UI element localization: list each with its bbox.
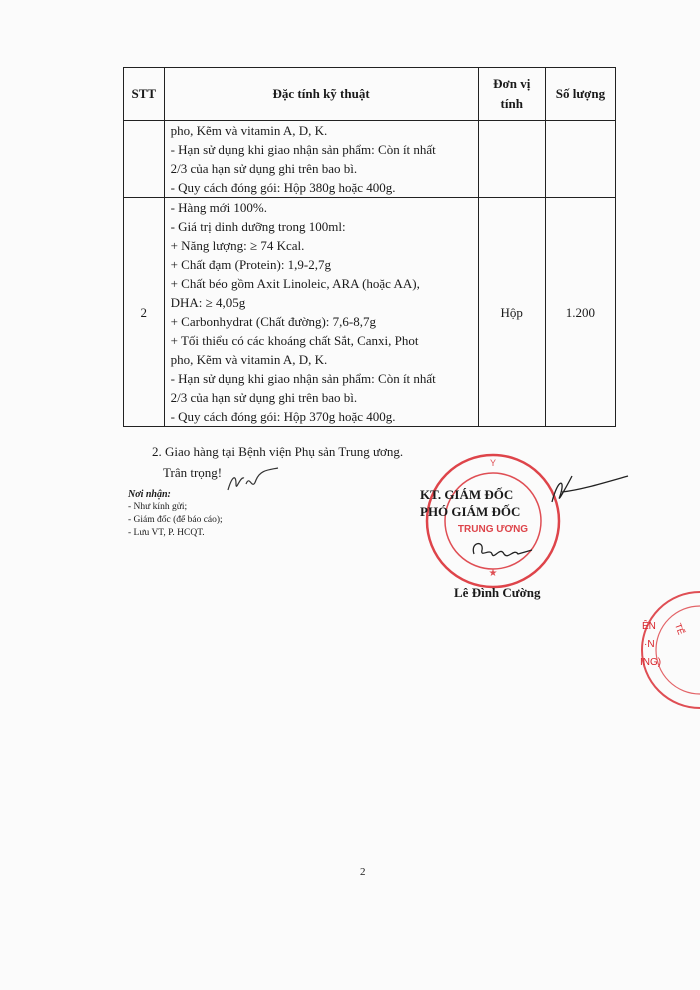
handwritten-signature xyxy=(466,536,536,566)
spec-line: - Hạn sử dụng khi giao nhận sản phẩm: Còn ít nhất xyxy=(170,371,436,386)
spec-line: + Carbonhydrat (Chất đường): 7,6-8,7g xyxy=(170,314,376,329)
spec-table xyxy=(123,67,616,427)
spec-line: - Giá trị dinh dưỡng trong 100ml: xyxy=(170,219,346,234)
stamp-text: TRUNG ƯƠNG xyxy=(457,524,529,535)
initials-signature xyxy=(224,466,284,496)
cell-unit-empty xyxy=(478,121,545,198)
cell-stt: 2 xyxy=(124,198,165,427)
svg-text:★: ★ xyxy=(488,568,498,579)
signature-flourish xyxy=(540,472,630,512)
table-row-item-2 xyxy=(124,198,616,427)
spec-line: 2/3 của hạn sử dụng ghi trên bao bì. xyxy=(170,161,358,176)
cell-spec xyxy=(164,198,478,427)
partial-stamp-fragment: TẾ xyxy=(672,621,687,637)
spec-line: 2/3 của hạn sử dụng ghi trên bao bì. xyxy=(170,390,358,405)
spec-line: - Quy cách đóng gói: Hộp 380g hoặc 400g. xyxy=(170,180,396,195)
table-row-continuation xyxy=(124,121,616,198)
cell-unit: Hộp xyxy=(478,198,545,427)
official-stamp xyxy=(418,446,568,596)
recipients-block xyxy=(128,488,223,540)
spec-line: + Năng lượng: ≥ 74 Kcal. xyxy=(170,238,305,253)
spec-line: - Hạn sử dụng khi giao nhận sản phẩm: Còn ít nhất xyxy=(170,142,436,157)
cell-qty-empty xyxy=(545,121,615,198)
table-header-row xyxy=(124,68,616,121)
cell-spec-continuation xyxy=(164,121,478,198)
header-stt: STT xyxy=(124,68,165,121)
spec-line: + Tối thiểu có các khoáng chất Sắt, Canxi, Phot xyxy=(170,333,419,348)
delivery-note: 2. Giao hàng tại Bệnh viện Phụ sản Trung ương. xyxy=(152,444,404,459)
partial-stamp-fragment: ÊN xyxy=(642,621,656,632)
recipient-item: - Như kính gửi; xyxy=(128,502,188,512)
signature-title-1: KT. GIÁM ĐỐC xyxy=(420,487,514,502)
signature-title-2: PHÓ GIÁM ĐỐC xyxy=(420,504,521,519)
page-number: 2 xyxy=(360,866,366,878)
spec-line: + Chất béo gồm Axit Linoleic, ARA (hoặc AA), xyxy=(170,276,420,291)
signer-name: Lê Đình Cường xyxy=(454,585,541,600)
header-unit: Đơn vị tính xyxy=(478,68,545,121)
spec-line: + Chất đạm (Protein): 1,9-2,7g xyxy=(170,257,332,272)
spec-line: - Quy cách đóng gói: Hộp 370g hoặc 400g. xyxy=(170,409,396,424)
header-qty: Số lượng xyxy=(545,68,615,121)
recipient-item: - Giám đốc (để báo cáo); xyxy=(128,515,223,525)
cell-stt-empty xyxy=(124,121,165,198)
closing-text: Trân trọng! xyxy=(163,465,223,480)
cell-qty: 1.200 xyxy=(545,198,615,427)
partial-stamp-fragment: ING) xyxy=(640,657,662,668)
partial-stamp xyxy=(636,585,700,715)
header-spec: Đặc tính kỹ thuật xyxy=(164,68,478,121)
spec-line: pho, Kẽm và vitamin A, D, K. xyxy=(170,352,328,367)
recipients-heading: Nơi nhận: xyxy=(128,489,171,500)
spec-line: pho, Kẽm và vitamin A, D, K. xyxy=(170,123,328,138)
svg-text:Y: Y xyxy=(489,458,497,468)
spec-line: DHA: ≥ 4,05g xyxy=(170,295,246,310)
spec-line: - Hàng mới 100%. xyxy=(170,200,268,215)
partial-stamp-fragment: ·N xyxy=(644,639,655,650)
recipient-item: - Lưu VT, P. HCQT. xyxy=(128,528,205,538)
